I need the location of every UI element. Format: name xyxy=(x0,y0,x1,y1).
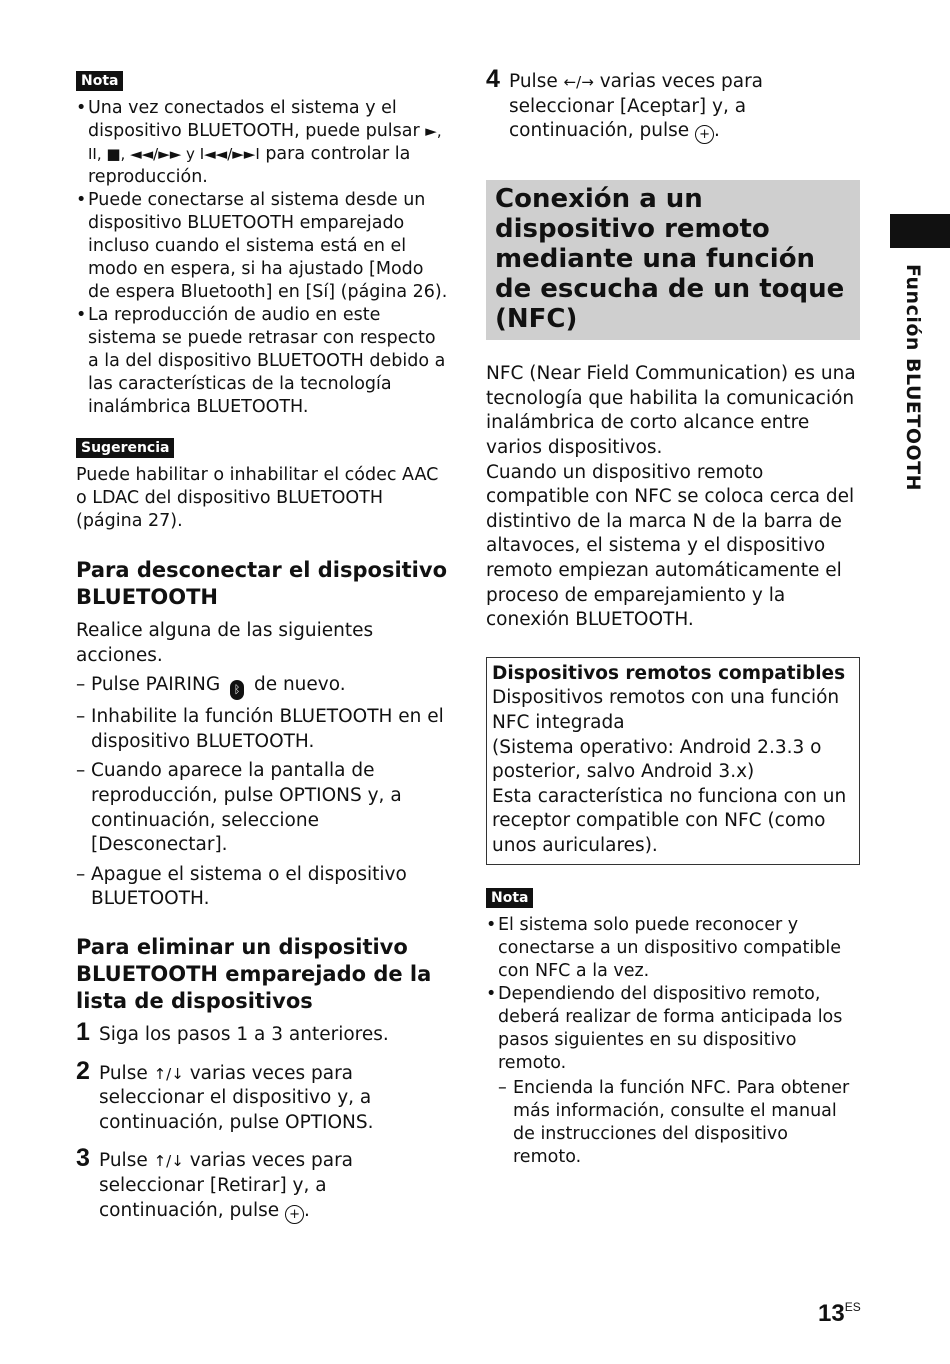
list-item: – Cuando aparece la pantalla de reproducción, pulse OPTIONS y, a continuación, seleccione [Desconectar]. xyxy=(76,759,448,857)
left-right-arrows-icon: ←/→ xyxy=(563,73,594,91)
left-column xyxy=(76,70,448,1238)
section-tab-marker xyxy=(890,214,950,248)
step-number: 2 xyxy=(76,1056,90,1085)
note-list xyxy=(76,97,448,419)
tip-text: Puede habilitar o inhabilitar el códec AAC o LDAC del dispositivo BLUETOOTH (página 27). xyxy=(76,465,439,531)
up-down-arrows-icon: ↑/↓ xyxy=(153,1152,184,1171)
list-item: – Encienda la función NFC. Para obtener más información, consulte el manual de instrucciones del dispositivo remoto. xyxy=(498,1077,860,1169)
step-number: 4 xyxy=(486,65,500,93)
nfc-description: NFC (Near Field Communication) es una tecnología que habilita la comunicación inalámbrica de corto alcance entre varios dispositivos. Cuando un dispositivo remoto compatible con NFC se coloca cerca del distintivo de la marca N de la barra de altavoces, el sistema y el dispositivo remoto empiezan automáticamente el proceso de emparejamiento y la conexión BLUETOOTH. xyxy=(486,363,856,631)
step-1: 1 Siga los pasos 1 a 3 anteriores. xyxy=(76,1017,389,1046)
enter-button-icon: + xyxy=(285,1205,304,1224)
section-heading-nfc: Conexión a un dispositivo remoto mediante una función de escucha de un toque (NFC) xyxy=(486,180,860,340)
disconnect-intro: Realice alguna de las siguientes acciones. xyxy=(76,620,374,666)
remove-heading: Para eliminar un dispositivo BLUETOOTH emparejado de la lista de dispositivos xyxy=(76,934,432,1013)
nfc-note-list xyxy=(486,914,860,1169)
disconnect-heading: Para desconectar el dispositivo BLUETOOTH xyxy=(76,558,447,609)
note-label: Nota xyxy=(486,888,533,908)
note-item: • Puede conectarse al sistema desde un dispositivo BLUETOOTH emparejado incluso cuando el sistema está en el modo en espera, si ha ajustado [Modo de espera Bluetooth] en [Sí] (página 26). xyxy=(76,189,448,304)
note-item: • El sistema solo puede reconocer y conectarse a un dispositivo compatible con NFC a la vez. xyxy=(486,914,860,983)
disconnect-list xyxy=(76,673,448,912)
up-down-arrows-icon: ↑/↓ xyxy=(153,1064,184,1083)
note-item: • La reproducción de audio en este sistema se puede retrasar con respecto a la del dispositivo BLUETOOTH debido a las características de la tecnología inalámbrica BLUETOOTH. xyxy=(76,304,448,419)
step-4: 4 Pulse ←/→ varias veces para seleccionar [Aceptar] y, a continuación, pulse + . xyxy=(486,65,764,143)
section-label: Función BLUETOOTH xyxy=(902,264,924,491)
playback-control-symbols: ►, II, ■, ◄◄/►► y I◄◄/►►I xyxy=(88,122,442,163)
enter-button-icon: + xyxy=(695,125,714,144)
list-item: – Inhabilite la función BLUETOOTH en el dispositivo BLUETOOTH. xyxy=(76,705,448,754)
list-item: – Pulse PAIRING ᛒ de nuevo. xyxy=(76,673,448,700)
compatible-devices-box: Dispositivos remotos compatibles Dispositivos remotos con una función NFC integrada (Sistema operativo: Android 2.3.3 o posterior, salvo Android 3.x) Esta característica no funciona con un receptor compatible con NFC (como unos auriculares). xyxy=(486,657,860,866)
step-2: 2 Pulse ↑/↓ varias veces para seleccionar el dispositivo y, a continuación, pulse OPTIONS. xyxy=(76,1056,374,1133)
note-label: Nota xyxy=(76,71,123,91)
right-column xyxy=(486,65,860,1174)
tip-label: Sugerencia xyxy=(76,438,174,458)
page-number: $13^{ES}$ xyxy=(818,1300,861,1327)
step-number: 1 xyxy=(76,1017,90,1046)
box-title: Dispositivos remotos compatibles xyxy=(492,662,846,684)
note-item: • Una vez conectados el sistema y el dispositivo BLUETOOTH, puede pulsar ►, II, ■, ◄◄/►► y I◄◄/►►I para controlar la reproducción. xyxy=(76,97,448,189)
step-3: 3 Pulse ↑/↓ varias veces para seleccionar [Retirar] y, a continuación, pulse + . xyxy=(76,1144,354,1222)
note-item: • Dependiendo del dispositivo remoto, deberá realizar de forma anticipada los pasos siguientes en su dispositivo remoto. – Encienda la función NFC. Para obtener más información, consulte el manual de instrucciones del dispositivo remoto. xyxy=(486,983,860,1169)
bluetooth-icon: ᛒ xyxy=(230,680,244,700)
list-item: – Apague el sistema o el dispositivo BLUETOOTH. xyxy=(76,863,448,912)
step-number: 3 xyxy=(76,1144,90,1173)
